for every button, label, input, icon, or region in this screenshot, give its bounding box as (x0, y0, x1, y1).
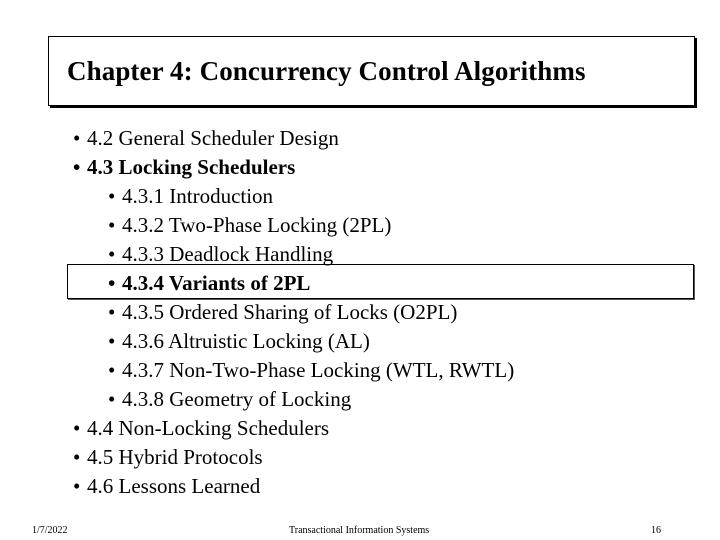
outline-item-label: 4.3.2 Two-Phase Locking (2PL) (122, 213, 392, 237)
outline-item-4-3 (73, 153, 295, 182)
outline-item-label: 4.3.8 Geometry of Locking (122, 387, 352, 411)
outline-item-4-3-6 (108, 327, 370, 356)
outline-item-4-6 (73, 472, 260, 501)
outline-item-label: 4.2 General Scheduler Design (87, 126, 339, 150)
outline-item-4-2 (73, 124, 339, 153)
outline-item-label: 4.5 Hybrid Protocols (87, 445, 263, 469)
outline-item-label: 4.3.7 Non-Two-Phase Locking (WTL, RWTL) (122, 358, 515, 382)
outline-item-4-3-4 (108, 269, 310, 298)
outline-item-4-3-1 (108, 182, 273, 211)
bullet: • (108, 329, 116, 353)
outline-item-label: 4.4 Non-Locking Schedulers (87, 416, 330, 440)
bullet: • (108, 300, 116, 324)
bullet: • (108, 242, 116, 266)
outline-item-4-4 (73, 414, 329, 443)
footer-title: Transactional Information Systems (289, 525, 430, 536)
bullet: • (73, 445, 81, 469)
outline-item-label: 4.6 Lessons Learned (87, 474, 261, 498)
outline-item-4-3-7 (108, 356, 514, 385)
bullet: • (73, 416, 81, 440)
page-number: 16 (651, 525, 661, 536)
bullet: • (108, 213, 116, 237)
bullet: • (108, 184, 116, 208)
bullet: • (108, 387, 116, 411)
bullet: • (73, 126, 81, 150)
outline-item-label: 4.3 Locking Schedulers (87, 155, 296, 179)
outline-item-label: 4.3.4 Variants of 2PL (122, 271, 311, 295)
outline-item-4-3-3 (108, 240, 333, 269)
outline-item-label: 4.3.1 Introduction (122, 184, 274, 208)
bullet: • (108, 358, 116, 382)
bullet: • (108, 271, 116, 295)
outline-item-4-3-8 (108, 385, 351, 414)
bullet: • (73, 155, 81, 179)
outline-item-label: 4.3.5 Ordered Sharing of Locks (O2PL) (122, 300, 458, 324)
slide-title: Chapter 4: Concurrency Control Algorithms (67, 56, 586, 86)
outline-item-label: 4.3.3 Deadlock Handling (122, 242, 334, 266)
outline-item-label: 4.3.6 Altruistic Locking (AL) (122, 329, 370, 353)
outline-item-4-3-2 (108, 211, 391, 240)
outline-item-4-5 (73, 443, 263, 472)
bullet: • (73, 474, 81, 498)
title-box (48, 36, 695, 106)
outline-item-4-3-5 (108, 298, 457, 327)
footer-date: 1/7/2022 (32, 525, 68, 536)
